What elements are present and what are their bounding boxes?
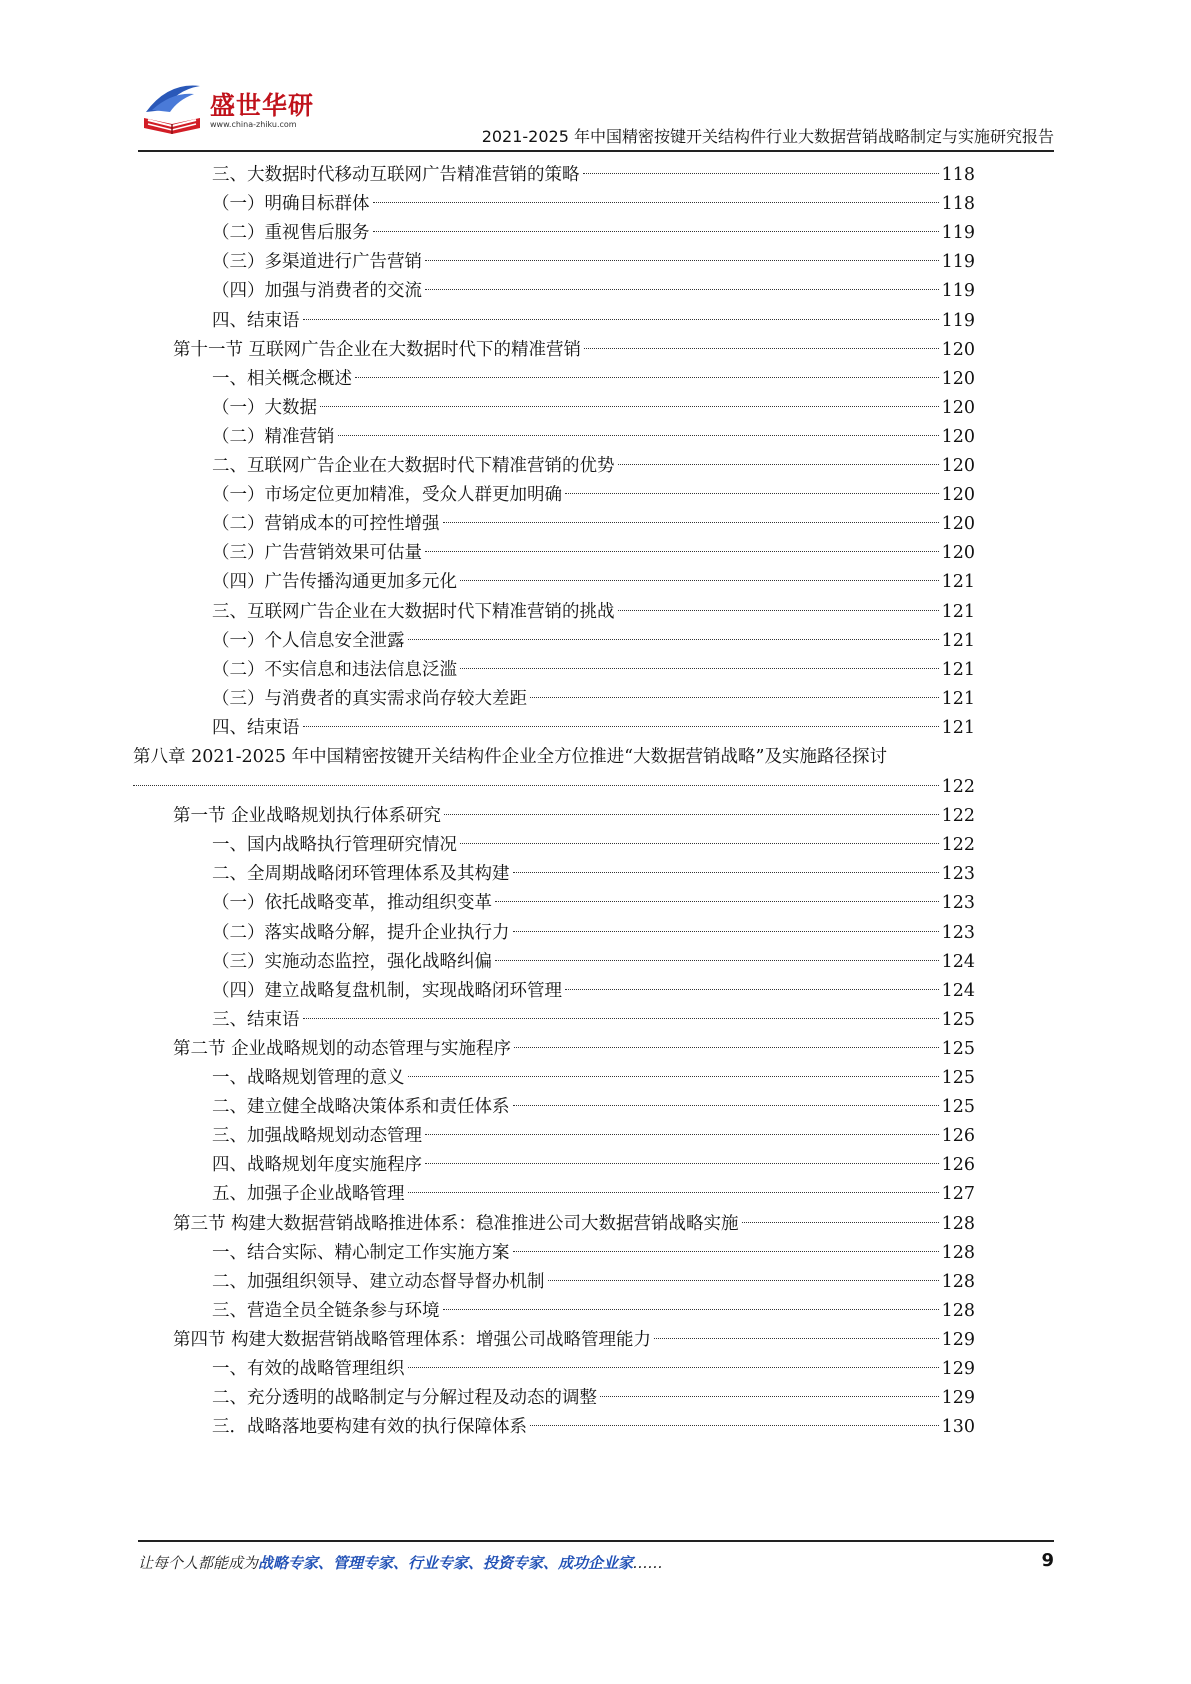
toc-entry[interactable] — [173, 1325, 975, 1355]
toc-leader-dots — [654, 1338, 939, 1339]
toc-entry-label: （四）建立战略复盘机制，实现战略闭环管理 — [212, 980, 562, 1001]
toc-entry-label: （三）实施动态监控，强化战略纠偏 — [212, 951, 492, 972]
toc-page-number: 120 — [941, 543, 975, 564]
toc-leader-dots — [408, 1192, 939, 1193]
toc-leader-dots — [530, 697, 939, 698]
toc-leader-dots — [425, 289, 939, 290]
toc-leader-dots — [444, 814, 939, 815]
toc-entry-label: 五、加强子企业战略管理 — [212, 1184, 405, 1205]
toc-entry-label: 第四节 构建大数据营销战略管理体系：增强公司战略管理能力 — [173, 1329, 652, 1350]
logo-book-icon — [138, 80, 208, 140]
toc-leader-dots — [618, 610, 939, 611]
toc-page-number: 119 — [941, 281, 975, 302]
toc-entry[interactable] — [212, 189, 975, 219]
toc-leader-dots — [443, 522, 939, 523]
toc-entry-label: 一、国内战略执行管理研究情况 — [212, 835, 457, 856]
toc-page-number: 119 — [941, 252, 975, 273]
company-logo — [138, 80, 313, 150]
toc-entry[interactable] — [212, 976, 975, 1006]
toc-page-number: 125 — [941, 1068, 975, 1088]
toc-leader-dots — [338, 435, 939, 436]
page-header — [0, 0, 1191, 150]
toc-entry[interactable] — [212, 684, 975, 714]
toc-page-number: 128 — [941, 1271, 975, 1292]
toc-entry[interactable] — [212, 1267, 975, 1297]
toc-leader-dots — [513, 1251, 939, 1252]
toc-leader-dots — [460, 668, 939, 669]
toc-entry-label: （一）明确目标群体 — [212, 194, 370, 215]
toc-page-number: 120 — [941, 339, 975, 360]
toc-entry-label: 一、有效的战略管理组织 — [212, 1359, 405, 1379]
toc-leader-dots — [425, 260, 939, 261]
toc-entry-label: （一）大数据 — [212, 397, 317, 418]
toc-page-number: 128 — [941, 1242, 975, 1263]
toc-page-number: 120 — [941, 485, 975, 506]
footer-slogan — [138, 1552, 663, 1573]
toc-entry[interactable] — [173, 335, 975, 365]
toc-entry-label: （二）精准营销 — [212, 426, 335, 447]
toc-entry[interactable] — [212, 509, 975, 539]
toc-page-number: 129 — [941, 1388, 975, 1409]
toc-entry[interactable] — [212, 626, 975, 656]
toc-page-number: 121 — [941, 688, 975, 709]
toc-entry-label: 第二节 企业战略规划的动态管理与实施程序 — [173, 1038, 512, 1059]
toc-leader-dots — [513, 1105, 939, 1106]
toc-leader-dots — [565, 989, 939, 990]
toc-entry[interactable] — [212, 1296, 975, 1326]
toc-leader-dots — [742, 1222, 939, 1223]
toc-leader-dots — [514, 1047, 939, 1048]
footer-divider — [138, 1540, 1054, 1542]
toc-page-number: 121 — [941, 717, 975, 738]
toc-page-number: 128 — [941, 1300, 975, 1321]
toc-leader-dots — [548, 1280, 939, 1281]
footer-suffix: …… — [633, 1554, 664, 1572]
toc-leader-dots — [373, 231, 939, 232]
toc-leader-dots — [408, 639, 939, 640]
toc-entry-label: 三、加强战略规划动态管理 — [212, 1126, 422, 1147]
toc-entry-label: （二）落实战略分解，提升企业执行力 — [212, 922, 510, 943]
toc-entry[interactable] — [212, 451, 975, 481]
toc-leader-dots — [513, 931, 939, 932]
toc-entry[interactable] — [212, 276, 975, 306]
toc-leader-dots — [443, 1309, 939, 1310]
toc-leader-dots — [303, 726, 939, 727]
toc-entry[interactable] — [212, 1092, 975, 1122]
footer-highlight: 战略专家、管理专家、行业专家、投资专家、成功企业家 — [258, 1554, 634, 1572]
toc-page-number: 118 — [941, 194, 975, 215]
toc-leader-dots — [303, 1018, 939, 1019]
toc-entry[interactable] — [212, 1383, 975, 1413]
toc-leader-dots — [355, 377, 939, 378]
toc-page-number: 120 — [941, 456, 975, 476]
toc-entry[interactable] — [212, 1063, 975, 1093]
toc-entry-label: 第十一节 互联网广告企业在大数据时代下的精准营销 — [173, 339, 582, 360]
toc-page-number: 129 — [941, 1329, 975, 1350]
toc-entry[interactable] — [212, 918, 975, 948]
toc-entry[interactable] — [212, 830, 975, 860]
toc-entry[interactable] — [173, 1034, 975, 1064]
header-divider — [138, 150, 1054, 152]
toc-entry-label: 三、互联网广告企业在大数据时代下精准营销的挑战 — [212, 601, 615, 622]
toc-entry[interactable] — [212, 218, 975, 248]
toc-page-number: 125 — [941, 1097, 975, 1118]
toc-entry-label: 二、建立健全战略决策体系和责任体系 — [212, 1097, 510, 1118]
toc-entry-label: （二）重视售后服务 — [212, 223, 370, 244]
toc-page-number: 120 — [941, 368, 975, 389]
toc-leader-dots — [133, 785, 939, 786]
toc-entry[interactable] — [212, 1354, 975, 1384]
toc-entry-label: 第一节 企业战略规划执行体系研究 — [173, 806, 442, 827]
toc-entry[interactable] — [212, 160, 975, 190]
toc-entry[interactable] — [212, 567, 975, 597]
toc-leader-dots — [513, 872, 939, 873]
toc-entry[interactable] — [212, 393, 975, 423]
toc-entry[interactable] — [212, 947, 975, 977]
toc-leader-dots — [495, 901, 939, 902]
toc-page-number: 120 — [941, 514, 975, 535]
toc-leader-dots — [460, 843, 939, 844]
toc-entry[interactable] — [212, 480, 975, 510]
toc-page-number: 122 — [941, 777, 975, 797]
toc-entry-label: 第三节 构建大数据营销战略推进体系：稳准推进公司大数据营销战略实施 — [173, 1213, 739, 1234]
toc-entry-label: 四、结束语 — [212, 717, 300, 738]
toc-page-number: 122 — [941, 835, 975, 856]
toc-leader-dots — [408, 1367, 939, 1368]
toc-entry[interactable] — [212, 1179, 975, 1209]
toc-entry[interactable] — [212, 1238, 975, 1268]
toc-page-number: 119 — [941, 310, 975, 331]
toc-entry[interactable] — [212, 1412, 975, 1442]
toc-page-number: 122 — [941, 806, 975, 827]
toc-leader-dots — [425, 551, 939, 552]
toc-leader-dots — [373, 202, 939, 203]
toc-page-number: 120 — [941, 397, 975, 418]
toc-page-number: 124 — [941, 951, 975, 972]
toc-entry-label: 一、相关概念概述 — [212, 368, 352, 389]
toc-entry[interactable] — [212, 306, 975, 336]
toc-entry-label: （三）多渠道进行广告营销 — [212, 252, 422, 273]
toc-entry-label: 二、互联网广告企业在大数据时代下精准营销的优势 — [212, 456, 615, 476]
toc-entry[interactable] — [212, 859, 975, 889]
toc-entry-label: 三、大数据时代移动互联网广告精准营销的策略 — [212, 165, 580, 185]
toc-entry[interactable] — [212, 888, 975, 918]
toc-leader-dots — [530, 1425, 939, 1426]
toc-entry-label: （二）营销成本的可控性增强 — [212, 514, 440, 535]
toc-entry[interactable] — [212, 422, 975, 452]
toc-leader-dots — [584, 348, 939, 349]
toc-page-number: 126 — [941, 1126, 975, 1147]
toc-entry-label: 三．战略落地要构建有效的执行保障体系 — [212, 1417, 527, 1438]
toc-entry[interactable] — [212, 1121, 975, 1151]
toc-entry-label: 二、加强组织领导、建立动态督导督办机制 — [212, 1271, 545, 1292]
page-number: 9 — [1041, 1550, 1054, 1571]
logo-name: 盛世华研 — [210, 91, 315, 120]
toc-leader-dots — [425, 1134, 939, 1135]
toc-entry-label: （三）与消费者的真实需求尚存较大差距 — [212, 688, 527, 709]
toc-page-number: 125 — [941, 1038, 975, 1059]
report-title: 2021-2025 年中国精密按键开关结构件行业大数据营销战略制定与实施研究报告 — [481, 127, 1054, 146]
toc-page-number: 125 — [941, 1009, 975, 1030]
toc-entry[interactable] — [133, 772, 975, 802]
toc-entry-label: （四）加强与消费者的交流 — [212, 281, 422, 302]
toc-page-number: 121 — [941, 601, 975, 622]
toc-entry[interactable] — [212, 364, 975, 394]
toc-entry-label: 三、营造全员全链条参与环境 — [212, 1300, 440, 1321]
toc-leader-dots — [583, 173, 939, 174]
toc-leader-dots — [600, 1396, 939, 1397]
toc-page-number: 124 — [941, 980, 975, 1001]
toc-entry[interactable] — [212, 655, 975, 685]
toc-page-number: 123 — [941, 922, 975, 943]
toc-entry-label: 二、全周期战略闭环管理体系及其构建 — [212, 864, 510, 885]
toc-page-number: 130 — [941, 1417, 975, 1438]
toc-entry[interactable] — [173, 801, 975, 831]
toc-entry-label: （三）广告营销效果可估量 — [212, 543, 422, 564]
toc-page-number: 121 — [941, 572, 975, 593]
toc-entry[interactable] — [173, 1209, 975, 1239]
toc-entry-label: （一）市场定位更加精准，受众人群更加明确 — [212, 485, 562, 506]
toc-entry-label: 第八章 2021-2025 年中国精密按键开关结构件企业全方位推进“大数据营销战略”及实施路径探讨 — [133, 747, 888, 767]
toc-leader-dots — [460, 580, 939, 581]
toc-entry[interactable] — [212, 1150, 975, 1180]
toc-page-number: 121 — [941, 630, 975, 651]
toc-entry-label: （四）广告传播沟通更加多元化 — [212, 572, 457, 593]
toc-leader-dots — [565, 493, 939, 494]
toc-entry-label: 一、战略规划管理的意义 — [212, 1068, 405, 1088]
toc-page-number: 129 — [941, 1359, 975, 1379]
logo-url: www.china-zhiku.com — [210, 120, 297, 129]
toc-entry-label: （一）依托战略变革，推动组织变革 — [212, 893, 492, 914]
toc-entry-label: 四、战略规划年度实施程序 — [212, 1155, 422, 1176]
toc-page-number: 120 — [941, 426, 975, 447]
toc-page-number: 121 — [941, 659, 975, 680]
toc-page-number: 118 — [941, 165, 975, 185]
toc-entry[interactable] — [212, 713, 975, 743]
toc-leader-dots — [408, 1076, 939, 1077]
toc-leader-dots — [618, 464, 939, 465]
toc-leader-dots — [320, 406, 939, 407]
toc-entry[interactable] — [212, 597, 975, 627]
toc-entry-label: 四、结束语 — [212, 310, 300, 331]
toc-entry[interactable] — [212, 247, 975, 277]
toc-page-number: 126 — [941, 1155, 975, 1176]
toc-entry-label: （一）个人信息安全泄露 — [212, 630, 405, 651]
toc-entry-label: 二、充分透明的战略制定与分解过程及动态的调整 — [212, 1388, 597, 1409]
toc-entry[interactable] — [212, 538, 975, 568]
toc-leader-dots — [425, 1163, 939, 1164]
toc-leader-dots — [495, 960, 939, 961]
toc-entry-label: 一、结合实际、精心制定工作实施方案 — [212, 1242, 510, 1263]
toc-page-number: 119 — [941, 223, 975, 244]
toc-entry-label: 三、结束语 — [212, 1009, 300, 1030]
toc-page-number: 123 — [941, 893, 975, 914]
toc-entry-label: （二）不实信息和违法信息泛滥 — [212, 659, 457, 680]
footer-prefix: 让每个人都能成为 — [138, 1554, 259, 1572]
toc-page-number: 127 — [941, 1184, 975, 1205]
toc-leader-dots — [303, 319, 939, 320]
toc-entry[interactable] — [212, 1005, 975, 1035]
toc-page-number: 128 — [941, 1213, 975, 1234]
toc-page-number: 123 — [941, 864, 975, 885]
